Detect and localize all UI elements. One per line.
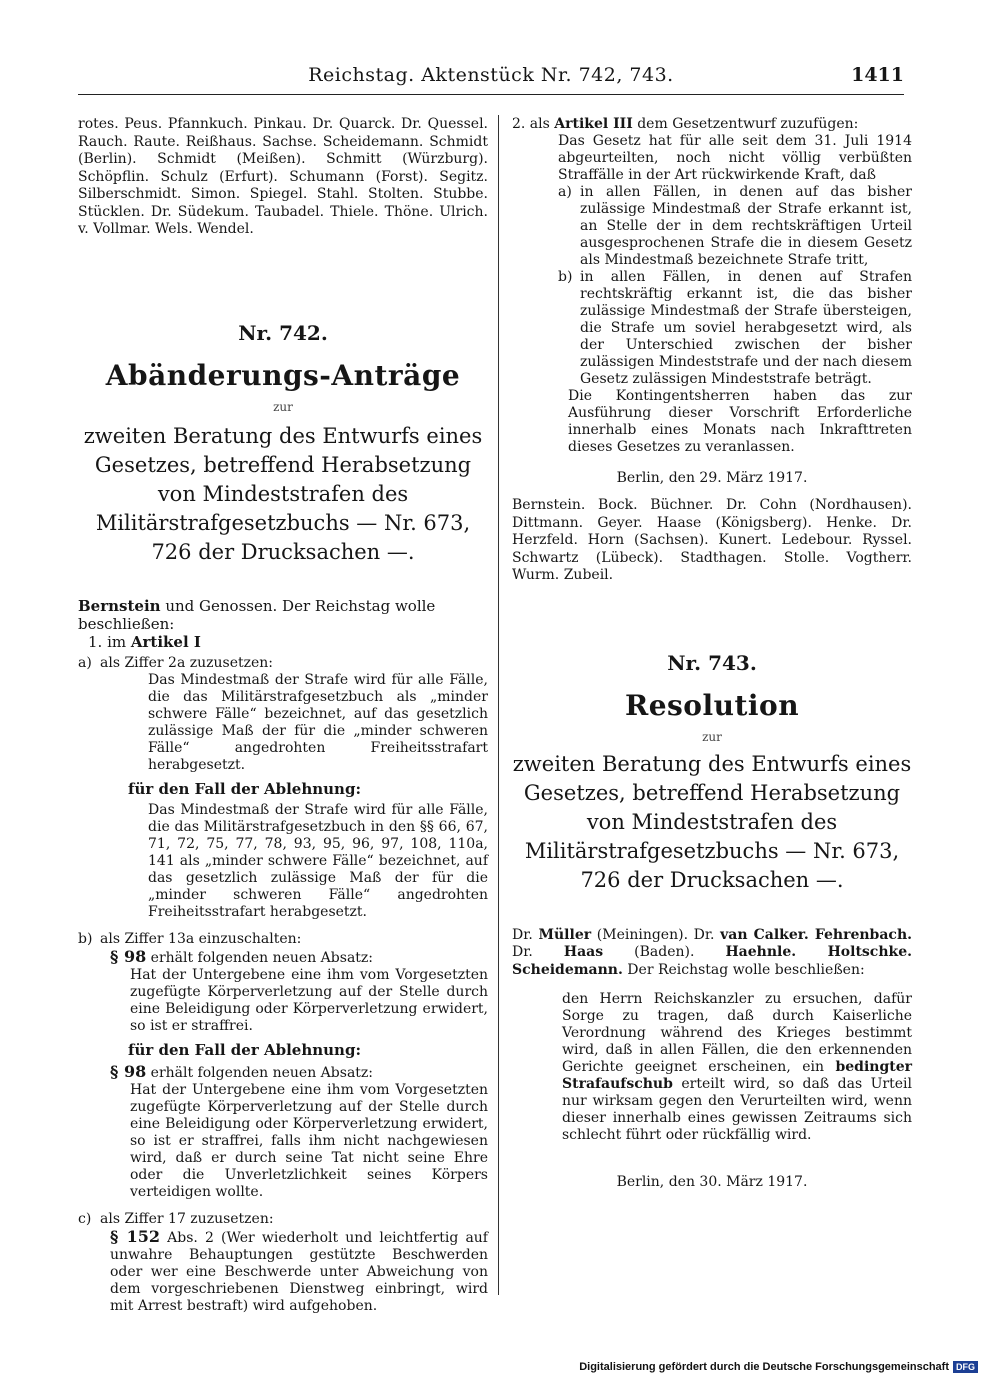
item-b: [78, 931, 488, 948]
sub-item-a-text: in allen Fällen, in denen auf das bisher zulässige Mindestmaß der Strafe erkannt ist, an Stelle der in dem rechtskräftigen Urteil ausgesprochenen Strafe die in diesem Gesetz als Mindestmaß bezeichnete Strafe tritt,: [580, 184, 912, 268]
item-b-heading: als Ziffer 13a einzuschalten:: [100, 930, 302, 947]
kontingent-text: Die Kontingentsherren haben das zur Ausführung dieser Vorschrift Erforderliche innerhalb eines Monats nach Inkrafttreten dieses Gesetzes zu veranlassen.: [568, 388, 912, 455]
para-152: § 152: [110, 1226, 161, 1246]
page-header: [78, 60, 904, 95]
mover-haas: Haas: [563, 944, 604, 960]
item-2-text: Das Gesetz hat für alle seit dem 31. Juli 1914 abgeurteilten, noch nicht völlig verbüßten Straffälle in der Art rückwirkende Kraft, daß: [558, 133, 912, 183]
right-column: [512, 116, 912, 1191]
heading-resolution: Resolution: [624, 688, 800, 722]
item-2-prefix: 2. als: [512, 116, 555, 132]
heading-abaenderungs-antraege: Abänderungs-Anträge: [105, 358, 461, 392]
signatories-742: Bernstein. Bock. Büchner. Dr. Cohn (Nordhausen). Dittmann. Geyer. Haase (Königsberg). Henke. Dr. Herzfeld. Horn (Sachsen). Kunert. Ledebour. Ryssel. Schwartz (Lübeck). Stadthagen. Stolle. Vogtherr. Wurm. Zubeil.: [512, 497, 912, 583]
resolution-bold-term: bedingter Strafaufschub: [562, 1059, 912, 1092]
column-divider: [498, 115, 499, 1295]
zur-label: zur: [273, 399, 293, 414]
item-2-heading: [512, 116, 912, 133]
sub-item-a-label: a): [558, 184, 572, 200]
item-a-label: a): [78, 654, 92, 671]
date-743: Berlin, den 30. März 1917.: [616, 1174, 808, 1190]
item-2-suffix: dem Gesetzentwurf zuzufügen:: [632, 116, 859, 132]
motion-intro-rest: und Genossen. Der Reichstag wolle beschließen:: [78, 596, 436, 633]
item-c: [78, 1211, 488, 1228]
resolution-text: [562, 991, 912, 1144]
zur-label-743: zur: [702, 729, 722, 744]
movers-part-1: Dr.: [512, 926, 539, 943]
movers-bold-2: Haehnle. Holtschke. Scheidemann.: [512, 944, 912, 978]
para-98-rest: erhält folgenden neuen Absatz:: [146, 949, 374, 966]
item-1-article: Artikel I: [130, 632, 201, 651]
sub-item-a: [558, 184, 912, 269]
item-c-heading: als Ziffer 17 zuzusetzen:: [100, 1210, 274, 1227]
subtitle-742: zweiten Beratung des Entwurfs eines Gesetzes, betreffend Herabsetzung von Mindeststrafen des Militärstrafgesetzbuchs — Nr. 673, 726 der Drucksachen —.: [83, 423, 483, 564]
movers-bold-1: van Calker. Fehrenbach.: [720, 926, 912, 943]
resolution-text-1: den Herrn Reichskanzler zu ersuchen, dafür Sorge zu tragen, daß durch Kaiserliche Verordnung während des Krieges bestimmt wird, daß in allen Fällen, die den erkennenden Gerichte geeignet erscheinen, ein: [562, 991, 912, 1075]
item-b-text: Hat der Untergebene eine ihm vom Vorgesetzten zugefügte Körperverletzung auf der Stelle durch eine Beleidigung oder Körperverletzung erwidert, so ist er straffrei.: [130, 966, 488, 1034]
left-column: [78, 116, 488, 1315]
item-1-heading: [88, 633, 488, 651]
item-2-article: Artikel III: [554, 116, 633, 132]
item-b-ablehnung: für den Fall der Ablehnung:: [128, 1040, 361, 1059]
item-c-label: c): [78, 1210, 92, 1227]
motion-intro: [78, 597, 488, 633]
item-b-alt-text: Hat der Untergebene eine ihm vom Vorgesetzten zugefügte Körperverletzung auf der Stelle durch eine Beleidigung oder Körperverletzung erwidert, so ist er straffrei, falls ihm nicht nachgewiesen wird, daß er durch seine Tat nicht seine Ehre oder die Unverletzlichkeit seines Körpers verteidigen wollte.: [130, 1081, 488, 1200]
item-c-text: [110, 1228, 488, 1315]
document-number-743: Nr. 743.: [667, 650, 757, 675]
sub-item-b-label: b): [558, 269, 573, 285]
para-98-alt: § 98: [110, 1061, 147, 1081]
item-a-heading: als Ziffer 2a zuzusetzen:: [100, 654, 274, 671]
sub-item-b-text: in allen Fällen, in denen auf Strafen rechtskräftig erkannt ist, die das bisher zulässige Mindestmaß der Strafe übersteigen, die Strafe um soviel herabgesetzt wird, als der Unterschied zwischen der bisher zulässigen Mindeststrafe und der nach diesem Gesetz zulässigen Mindeststrafe beträgt.: [580, 269, 912, 387]
para-98: § 98: [110, 946, 147, 966]
signatories-continued: rotes. Peus. Pfannkuch. Pinkau. Dr. Quarck. Dr. Quessel. Rauch. Raute. Reißhaus. Sachse. Scheidemann. Schmidt (Berlin). Schmidt (Meißen). Schmitt (Würzburg). Schöpflin. Schulz (Erfurt). Schumann (Forst). Segitz. Silberschmidt. Simon. Spiegel. Stahl. Stolten. Stubbe. Stücklen. Dr. Südekum. Taubadel. Thiele. Thöne. Ulrich. v. Vollmar. Wels. Wendel.: [78, 116, 488, 237]
footer-text: Digitalisierung gefördert durch die Deutsche Forschungsgemeinschaft: [579, 1361, 949, 1373]
subtitle-743: zweiten Beratung des Entwurfs eines Gesetzes, betreffend Herabsetzung von Mindeststrafen des Militärstrafgesetzbuchs — Nr. 673, 726 der Drucksachen —.: [512, 751, 912, 892]
header-title: Reichstag. Aktenstück Nr. 742, 743.: [308, 64, 674, 86]
document-number-742: Nr. 742.: [238, 320, 328, 345]
item-a: [78, 655, 488, 672]
resolution-text-2: erteilt wird, so daß das Urteil nur wirksam gegen den Verurteilten wird, wenn dieser innerhalb eines gewissen Zeitraums sich schlecht führt oder rückfällig wird.: [562, 1076, 912, 1143]
item-b-paragraph: [110, 948, 488, 967]
date-742: Berlin, den 29. März 1917.: [616, 470, 808, 486]
para-98-alt-rest: erhält folgenden neuen Absatz:: [146, 1064, 374, 1081]
resolution-movers: [512, 927, 912, 980]
item-a-alt-text: Das Mindestmaß der Strafe wird für alle Fälle, die das Militärstrafgesetzbuch in den §§ 66, 67, 71, 72, 75, 77, 78, 93, 95, 96, 97, 108, 110a, 141 als „minder schwere Fälle“ bezeichnet, auf das gesetzlich zulässige Maß der für die „minder schweren Fälle“ angedrohten Freiheitsstrafart herabgesetzt.: [148, 801, 488, 920]
item-a-ablehnung: für den Fall der Ablehnung:: [128, 779, 361, 798]
digitization-footer: [579, 1361, 978, 1373]
item-c-text-rest: Abs. 2 (Wer wiederholt und leichtfertig auf unwahre Behauptungen gestützte Beschwerden oder wer eine Beschwerde unter Abweichung von dem vorgeschriebenen Dienstweg einbringt, wird mit Arrest bestraft) wird aufgehoben.: [110, 1229, 488, 1314]
movers-part-5: Der Reichstag wolle beschließen:: [622, 961, 865, 978]
movers-part-4: (Baden).: [603, 944, 726, 960]
dfg-logo: DFG: [953, 1361, 978, 1373]
sub-item-b: [558, 269, 912, 388]
movers-part-2: (Meiningen). Dr.: [591, 926, 721, 943]
item-1-number: 1. im: [88, 632, 131, 651]
movers-part-3: Dr.: [512, 944, 564, 960]
item-a-text: Das Mindestmaß der Strafe wird für alle Fälle, die das Militärstrafgesetzbuch als „minder schwere Fälle“ bezeichnet, auf das gesetzlich zulässige Maß der für die „minder schweren Fälle“ angedrohten Freiheitsstrafart herabgesetzt.: [148, 671, 488, 773]
mover-name: Bernstein: [78, 596, 161, 615]
page-number: 1411: [851, 64, 904, 86]
mover-mueller: Müller: [538, 926, 592, 943]
item-b-label: b): [78, 930, 93, 947]
item-b-paragraph-alt: [110, 1063, 488, 1082]
